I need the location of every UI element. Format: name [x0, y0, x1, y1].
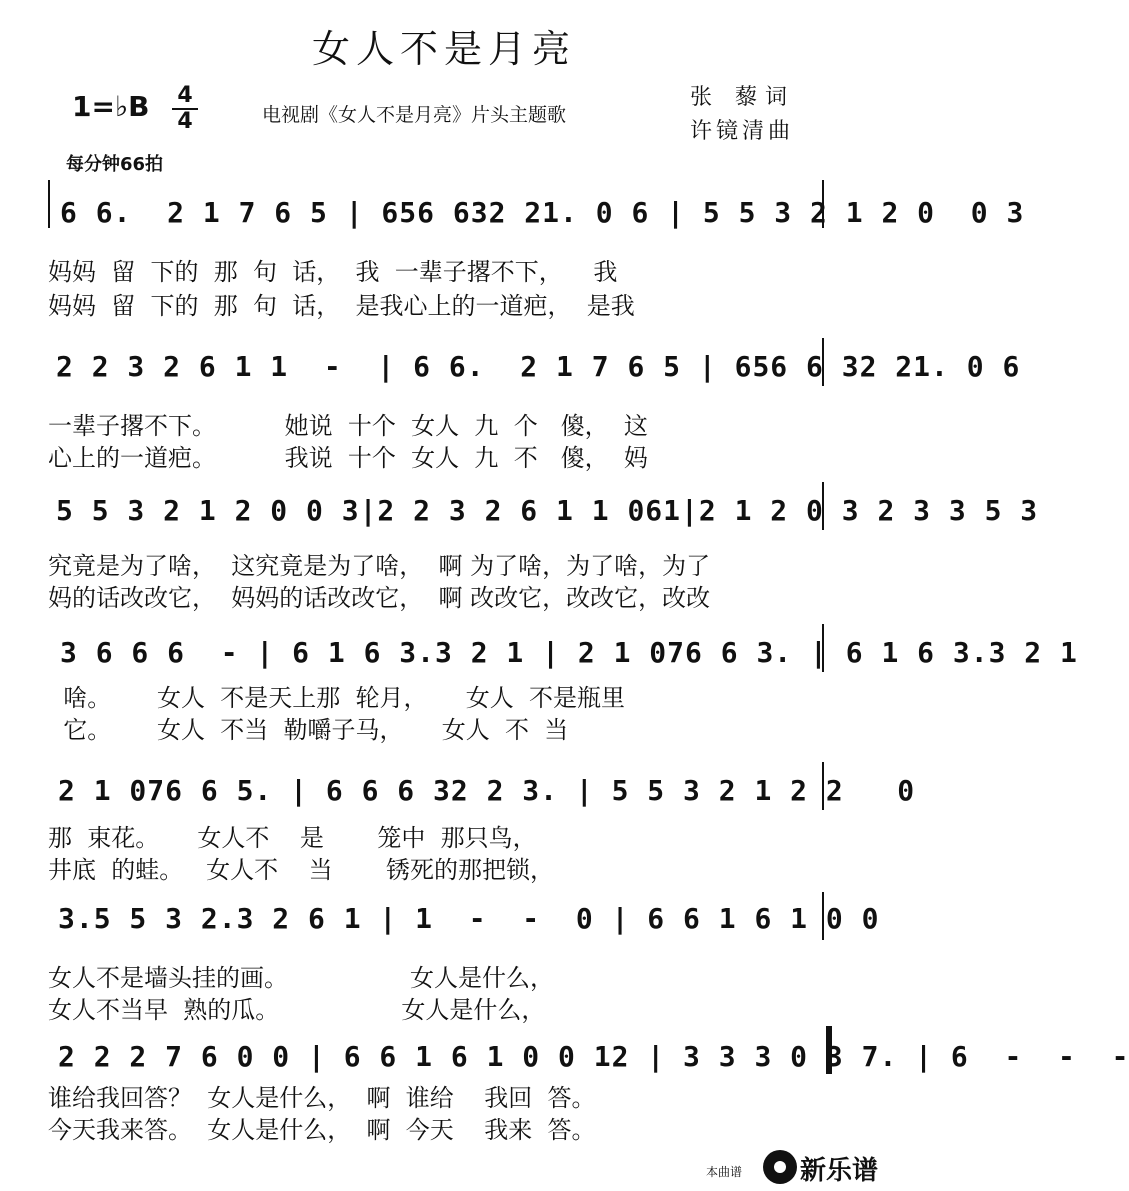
composer-credit: 许镜清曲: [690, 119, 795, 144]
watermark-caption: 本曲谱: [706, 1165, 743, 1179]
watermark-brand: 新乐谱: [800, 1156, 879, 1186]
notation-line-4: 3 6 6 6 - | 6 1 6 3.3 2 1 | 2 1 076 6 3. | 6 1 6 3.3 2 1: [60, 636, 1078, 669]
lyric-line-2b: 心上的一道疤。 我说 十个 女人 九 不 傻， 妈: [48, 444, 648, 472]
lyric-line-1b: 妈妈 留 下的 那 句 话， 是我心上的一道疤， 是我: [48, 292, 635, 320]
notation-line-3: 5 5 3 2 1 2 0 0 3|2 2 3 2 6 1 1 061|2 1 2 0 3 2 3 3 5 3: [56, 494, 1039, 527]
lyric-line-5b: 井底 的蛙。 女人不 当 锈死的那把锁，: [48, 856, 555, 884]
lyric-line-1a: 妈妈 留 下的 那 句 话， 我 一辈子撂不下， 我: [48, 258, 618, 286]
lyric-line-3a: 究竟是为了啥， 这究竟是为了啥， 啊 为了啥，为了啥，为了: [48, 552, 711, 580]
lyric-line-6b: 女人不当早 熟的瓜。 女人是什么，: [48, 996, 546, 1024]
barline: [48, 180, 50, 228]
lyricist-credit: 张 藜词: [690, 85, 795, 110]
vinyl-record-icon: [763, 1150, 797, 1184]
subtitle: 电视剧《女人不是月亮》片头主题歌: [262, 104, 567, 126]
notation-line-2: 2 2 3 2 6 1 1 - | 6 6. 2 1 7 6 5 | 656 6 32 21. 0 6: [56, 350, 1021, 383]
lyric-line-6a: 女人不是墙头挂的画。 女人是什么，: [48, 964, 555, 992]
lyric-line-4a: 啥。 女人 不是天上那 轮月， 女人 不是瓶里: [48, 684, 625, 712]
lyric-line-5a: 那 束花。 女人不 是 笼中 那只鸟，: [48, 824, 537, 852]
time-signature-bottom: 4: [177, 109, 193, 134]
lyric-line-2a: 一辈子撂不下。 她说 十个 女人 九 个 傻， 这: [48, 412, 648, 440]
time-signature: [172, 84, 198, 134]
notation-line-5: 2 1 076 6 5. | 6 6 6 32 2 3. | 5 5 3 2 1 2 2 0: [58, 774, 916, 807]
notation-line-1: 6 6. 2 1 7 6 5 | 656 632 21. 0 6 | 5 5 3 2 1 2 0 0 3: [60, 196, 1025, 229]
notation-line-6: 3.5 5 3 2.3 2 6 1 | 1 - - 0 | 6 6 1 6 1 0 0: [58, 902, 880, 935]
lyric-line-3b: 妈的话改改它， 妈妈的话改改它， 啊 改改它，改改它，改改: [48, 584, 711, 612]
key-signature: 1=♭B: [72, 90, 150, 123]
lyric-line-7a: 谁给我回答？ 女人是什么， 啊 谁给 我回 答。: [48, 1084, 596, 1112]
lyric-line-7b: 今天我来答。 女人是什么， 啊 今天 我来 答。: [48, 1116, 596, 1144]
tempo-marking: 每分钟66拍: [66, 154, 164, 175]
lyric-line-4b: 它。 女人 不当 勒嚼子马， 女人 不 当: [48, 716, 569, 744]
time-signature-top: 4: [172, 84, 198, 110]
notation-line-7: 2 2 2 7 6 0 0 | 6 6 1 6 1 0 0 12 | 3 3 3 0 3 7. | 6 - - -: [58, 1040, 1129, 1073]
song-title: 女人不是月亮: [311, 27, 576, 71]
